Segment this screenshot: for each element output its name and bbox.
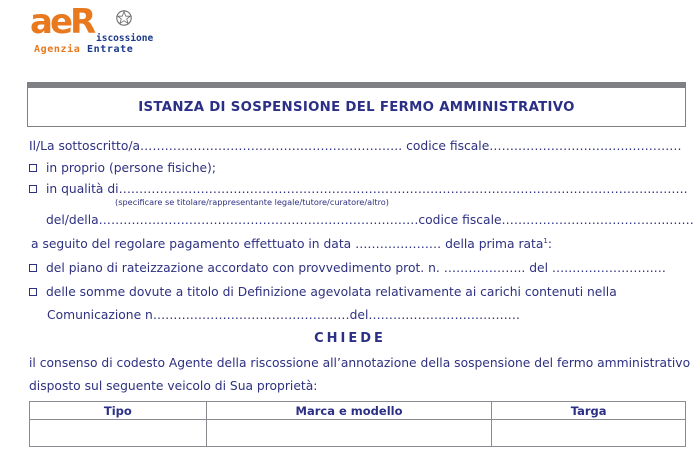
- header-targa: Targa: [492, 402, 686, 420]
- option-qualita-label: in qualità di…………………………………………………………………………………………………………………...…….: [46, 182, 688, 196]
- checkbox-proprio[interactable]: [29, 164, 37, 172]
- title-box: [27, 88, 686, 127]
- logo-riscossione-text: iscossione: [96, 33, 154, 44]
- line-seguito: [31, 237, 552, 251]
- checkbox-qualita[interactable]: [29, 185, 37, 193]
- option-proprio-label: in proprio (persone fisiche);: [46, 161, 216, 175]
- line-seguito-end: :: [547, 237, 553, 252]
- consenso-line-1: il consenso di codesto Agente della riscossione all’annotazione della sospensione del fermo amministrativo: [29, 356, 691, 370]
- header-tipo: Tipo: [30, 402, 207, 420]
- footnote-mark: 1: [543, 237, 548, 245]
- logo-letters: aeR: [30, 2, 94, 42]
- logo-mark: [30, 2, 93, 42]
- consenso-line-2: disposto sul seguente veicolo di Sua proprietà:: [29, 379, 318, 393]
- line-della: del/della……………………………………………………………………codice fiscale…………………………………..……: [46, 213, 694, 227]
- table-row: [30, 420, 686, 447]
- table-header-row: [30, 402, 686, 420]
- qualita-hint: (specificare se titolare/rappresentante legale/tutore/curatore/altro): [115, 197, 389, 207]
- logo-agenzia: Agenzia: [34, 44, 81, 55]
- option-somme-row: [29, 285, 617, 299]
- line-sottoscritto: Il/La sottoscritto/a………………………………………………………. codice fiscale……………………………..…………: [29, 139, 682, 153]
- logo-entrate: Entrate: [86, 44, 134, 55]
- option-qualita-row: [29, 182, 688, 196]
- line-comunicazione: Comunicazione n…………………………………………del……………………………….: [47, 308, 520, 322]
- checkbox-somme[interactable]: [29, 288, 37, 296]
- italian-republic-emblem-icon: [115, 9, 133, 27]
- checkbox-piano[interactable]: [29, 264, 37, 272]
- logo-agenzia-entrate-text: [34, 44, 133, 55]
- form-title: ISTANZA DI SOSPENSIONE DEL FERMO AMMINISTRATIVO: [138, 100, 575, 115]
- cell-targa[interactable]: [492, 420, 686, 447]
- option-piano-label: del piano di rateizzazione accordato con provvedimento prot. n. ……………….. del ….…….…….…….…: [46, 261, 666, 275]
- header-marca-modello: Marca e modello: [206, 402, 492, 420]
- cell-tipo[interactable]: [30, 420, 207, 447]
- option-proprio-row: [29, 161, 216, 175]
- vehicle-table: [29, 401, 686, 447]
- chiede-heading: CHIEDE: [314, 331, 386, 346]
- option-piano-row: [29, 261, 666, 275]
- line-seguito-text: a seguito del regolare pagamento effettuato in data ………………… della prima rata: [31, 237, 544, 252]
- cell-marca-modello[interactable]: [206, 420, 492, 447]
- option-somme-label: delle somme dovute a titolo di Definizione agevolata relativamente ai carichi contenuti nella: [46, 285, 617, 299]
